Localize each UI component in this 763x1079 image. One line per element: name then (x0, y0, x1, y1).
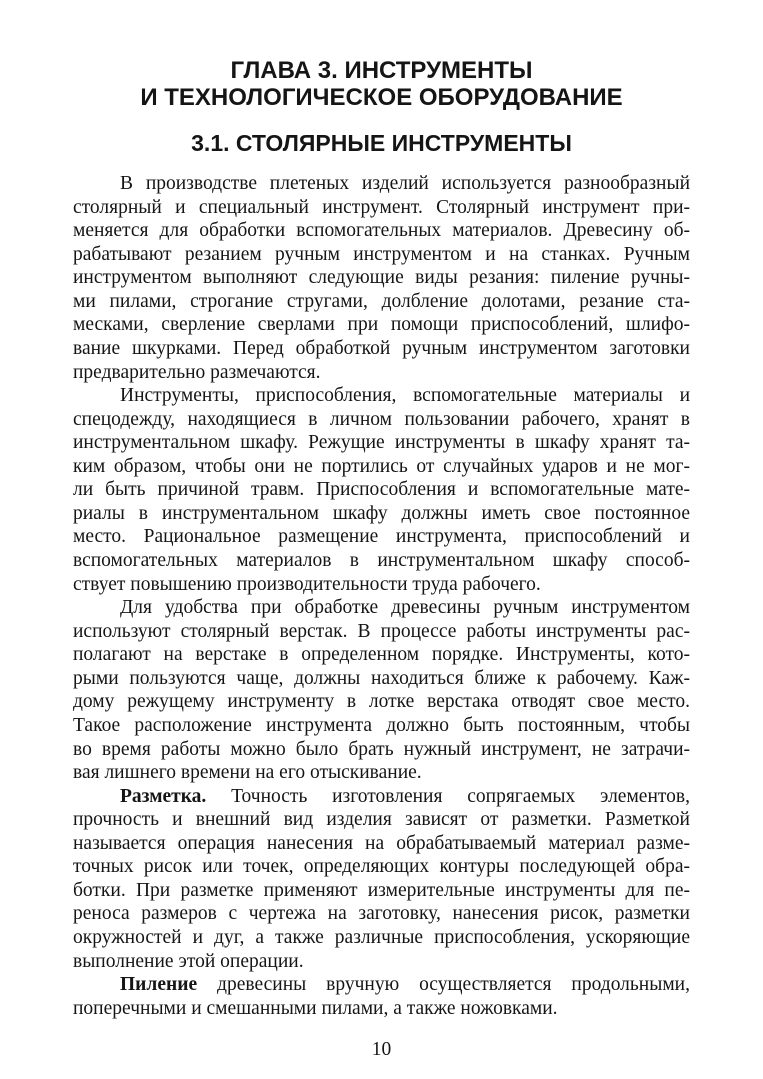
text-line: во время работы можно было брать нужный инструмент, не затрачи- (73, 738, 690, 760)
text-line: место. Рациональное размещение инструмента, приспособлений и (73, 526, 690, 548)
text-line: точных рисок или точек, определяющих контуры последующей обра- (73, 856, 690, 878)
text-line: ли быть причиной травм. Приспособления и вспомогательные мате- (73, 479, 690, 501)
text-line: поперечными и смешанными пилами, а также ножовками. (73, 997, 558, 1019)
text-line-content: древесины вручную осуществляется продольными, (217, 974, 690, 996)
text-line: инструментом выполняют следующие виды резания: пиление ручны- (73, 267, 690, 289)
paragraph (73, 785, 690, 974)
paragraph (73, 973, 690, 1020)
text-line: риалы в инструментальном шкафу должны иметь свое постоянное (73, 502, 690, 524)
run-in-heading: Разметка. (120, 785, 207, 807)
text-line: называется операция нанесения на обрабатываемый материал разме- (73, 832, 690, 854)
text-line (73, 973, 690, 997)
paragraph (73, 384, 690, 596)
body-text (73, 172, 690, 1020)
chapter-title-line-2: И ТЕХНОЛОГИЧЕСКОЕ ОБОРУДОВАНИЕ (140, 84, 623, 111)
paragraph (73, 596, 690, 785)
paragraph (73, 172, 690, 384)
text-line: столярный и специальный инструмент. Столярный инструмент при- (73, 196, 690, 218)
text-line: В производстве плетеных изделий используется разнообразный (120, 173, 690, 194)
text-line (73, 785, 690, 809)
text-line: полагают на верстаке в определенном порядке. Инструменты, кото- (73, 644, 690, 666)
text-line: выполнение этой операции. (73, 950, 304, 972)
text-line: используют столярный верстак. В процессе работы инструменты рас- (73, 620, 690, 642)
text-line: ким образом, чтобы они не портились от случайных ударов и не мог- (73, 455, 690, 477)
text-line: дому режущему инструменту в лотке верстака отводят свое место. (73, 691, 690, 713)
text-line: вспомогательных материалов в инструментальном шкафу способ- (73, 550, 690, 571)
text-line: прочность и внешний вид изделия зависят от разметки. Разметкой (73, 809, 690, 831)
text-line: вание шкурками. Перед обработкой ручным инструментом заготовки (73, 337, 690, 359)
chapter-title-line-1: ГЛАВА 3. ИНСТРУМЕНТЫ (230, 57, 533, 84)
section-title: 3.1. СТОЛЯРНЫЕ ИНСТРУМЕНТЫ (191, 130, 572, 156)
text-line: инструментальном шкафу. Режущие инструменты в шкафу хранят та- (73, 432, 690, 454)
text-line: месками, сверление сверлами при помощи приспособлений, шлифо- (73, 314, 690, 336)
text-line: реноса размеров с чертежа на заготовку, нанесения рисок, разметки (73, 903, 690, 925)
text-line: ствует повышению производительности труда рабочего. (73, 573, 541, 595)
text-line: спецодежду, находящиеся в личном пользовании рабочего, хранят в (73, 408, 690, 430)
run-in-heading: Пиление (120, 974, 198, 996)
text-line: окружностей и дуг, а также различные приспособления, ускоряющие (73, 927, 690, 948)
text-line: рыми пользуются чаще, должны находиться ближе к рабочему. Каж- (73, 667, 690, 689)
text-line: Такое расположение инструмента должно быть постоянным, чтобы (73, 714, 690, 736)
text-line: Для удобства при обработке древесины ручным инструментом (120, 597, 690, 619)
text-line: ботки. При разметке применяют измерительные инструменты для пе- (73, 879, 690, 901)
text-line: вая лишнего времени на его отыскивание. (73, 762, 422, 784)
page-number: 10 (371, 1039, 392, 1060)
text-line-content: Точность изготовления сопрягаемых элементов, (231, 785, 690, 807)
text-line: предварительно размечаются. (73, 361, 321, 383)
text-line: Инструменты, приспособления, вспомогательные материалы и (120, 385, 690, 407)
text-line: рабатывают резанием ручным инструментом и на станках. Ручным (73, 243, 690, 265)
text-line: меняется для обработки вспомогательных материалов. Древесину об- (73, 220, 690, 242)
text-line: ми пилами, строгание стругами, долбление долотами, резание ста- (73, 290, 690, 312)
